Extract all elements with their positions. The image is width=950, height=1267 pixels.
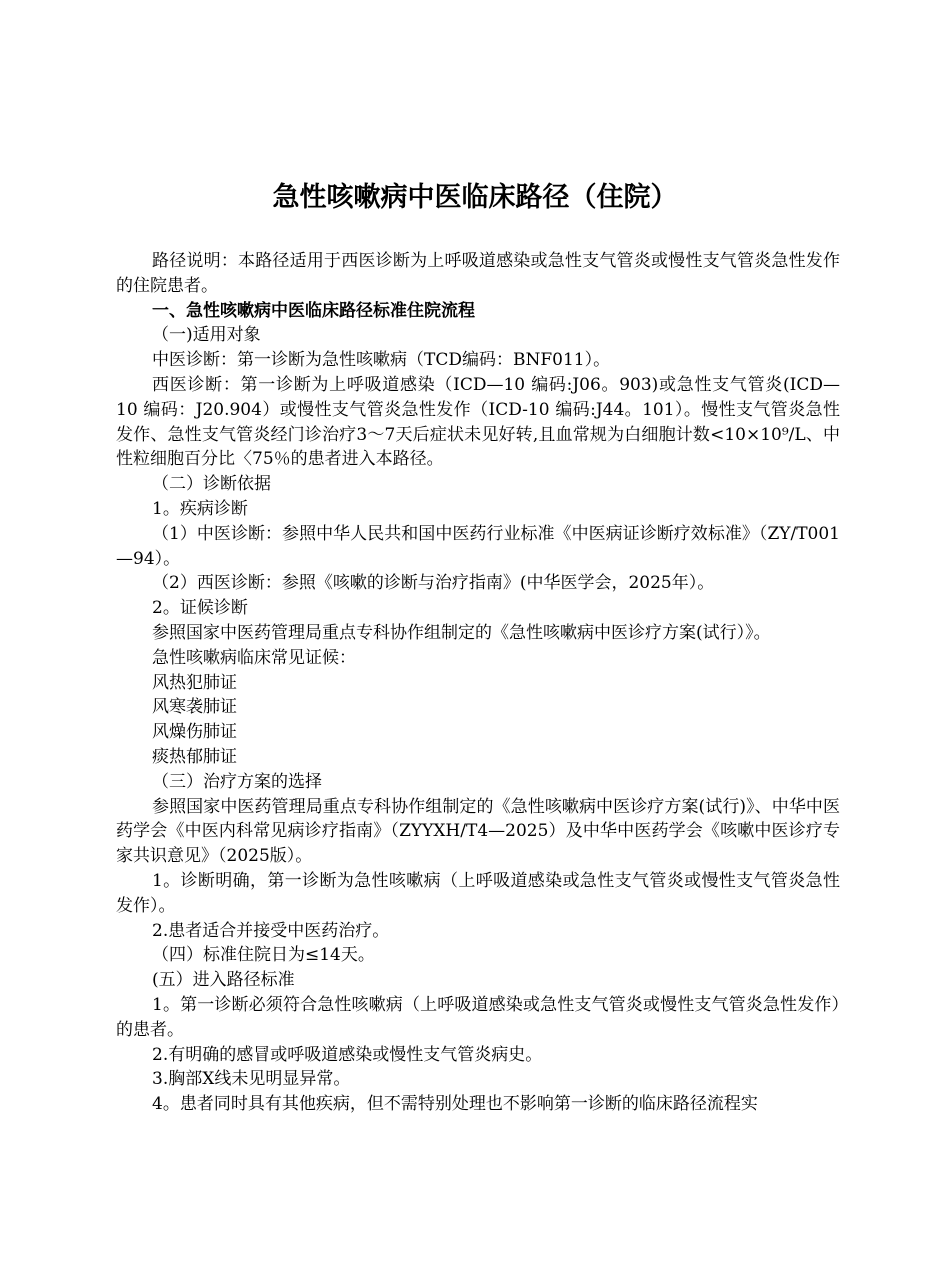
item-disease-diagnosis: 1。疾病诊断	[152, 498, 248, 519]
syndrome-common-heading: 急性咳嗽病临床常见证候：	[152, 647, 356, 668]
entry-criterion: 4。患者同时具有其他疾病，但不需特别处理也不影响第一诊断的临床路径流程实	[152, 1094, 758, 1115]
treatment-item: 1。诊断明确，第一诊断为急性咳嗽病（上呼吸道感染或急性支气管炎或慢性支气管炎急性发作）。	[116, 870, 840, 916]
tcm-diagnosis: 中医诊断：第一诊断为急性咳嗽病（TCD编码：BNF011）。	[152, 350, 611, 371]
subsection-standard-stay: （四）标准住院日为≤14天。	[152, 945, 375, 966]
document-title: 急性咳嗽病中医临床路径（住院）	[272, 182, 678, 213]
path-description: 路径说明：本路径适用于西医诊断为上呼吸道感染或急性支气管炎或慢性支气管炎急性发作的住院患者。	[116, 251, 840, 296]
item-syndrome-diagnosis: 2。证候诊断	[152, 598, 248, 619]
subsection-treatment-selection: （三）治疗方案的选择	[152, 771, 322, 792]
entry-criterion: 2.有明确的感冒或呼吸道感染或慢性支气管炎病史。	[152, 1044, 543, 1065]
western-diagnosis: 西医诊断：第一诊断为上呼吸道感染（ICD—10 编码:J06。903)或急性支气管炎(ICD—10 编码：J20.904）或慢性支气管炎急性发作（ICD-10 编码:J44。101）。慢性支气管炎急性发作、急性支气管炎经门诊治疗3～7天后症状未见好转,且血常规为白细胞计数<10×10⁹/L、中性粒细胞百分比〈75％的患者进入本路径。	[116, 374, 840, 470]
treatment-reference: 参照国家中医药管理局重点专科协作组制定的《急性咳嗽病中医诊疗方案(试行)》、中华中医药学会《中医内科常见病诊疗指南》（ZYYXH/T4—2025）及中华中医药学会《咳嗽中医诊疗专家共识意见》（2025版）。	[116, 796, 840, 867]
syndrome-item: 风热犯肺证	[152, 672, 237, 693]
entry-criterion: 1。第一诊断必须符合急性咳嗽病（上呼吸道感染或急性支气管炎或慢性支气管炎急性发作）的患者。	[116, 994, 840, 1040]
item-tcm-diagnosis-standard: （1）中医诊断：参照中华人民共和国中医药行业标准《中医病证诊断疗效标准》（ZY/T001—94）。	[116, 523, 840, 569]
entry-criterion: 3.胸部X线未见明显异常。	[152, 1069, 351, 1090]
syndrome-item: 痰热郁肺证	[152, 746, 237, 767]
subsection-diagnosis-basis: （二）诊断依据	[152, 474, 271, 495]
item-western-diagnosis-standard: （2）西医诊断：参照《咳嗽的诊断与治疗指南》(中华医学会，2025年）。	[152, 573, 715, 594]
syndrome-reference: 参照国家中医药管理局重点专科协作组制定的《急性咳嗽病中医诊疗方案(试行）》。	[152, 622, 771, 643]
subsection-entry-criteria: (五）进入路径标准	[152, 970, 295, 991]
subsection-applicable-subjects: （一)适用对象	[152, 325, 261, 346]
treatment-item: 2.患者适合并接受中医药治疗。	[152, 920, 390, 941]
document-body	[116, 249, 840, 1117]
syndrome-item: 风燥伤肺证	[152, 722, 237, 743]
syndrome-item: 风寒袭肺证	[152, 697, 237, 718]
section-heading: 一、急性咳嗽病中医临床路径标准住院流程	[152, 300, 475, 321]
